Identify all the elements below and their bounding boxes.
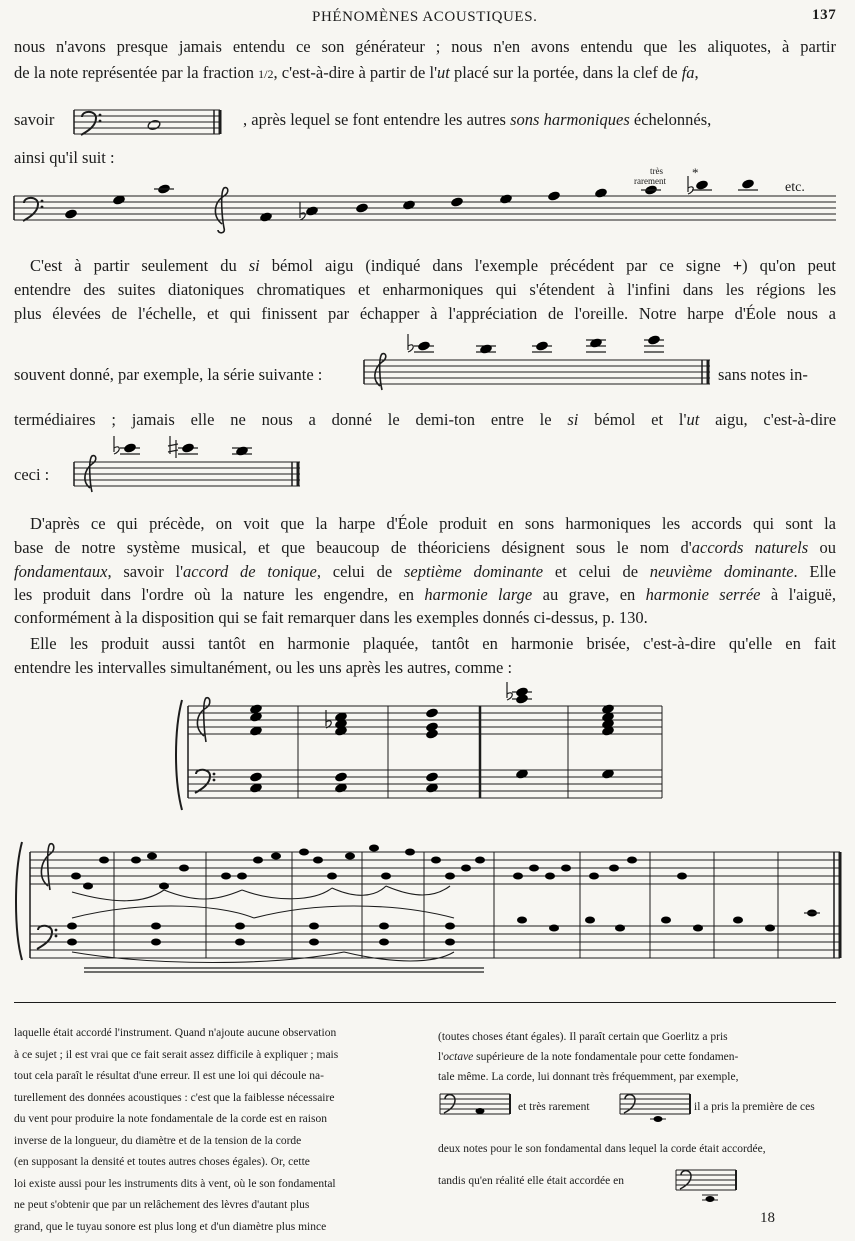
footnote-left-line: à ce sujet ; il est vrai que ce fait serait assez difficile à expliquer ; mais [14, 1048, 339, 1061]
footnote-left-line: loi existe aussi pour les instruments dits à vent, où le son fondamental [14, 1177, 336, 1190]
para1-line3-savoir: savoir [14, 110, 55, 129]
inline-staff-serie [364, 356, 714, 392]
footnote-right-line2: l'octave supérieure de la note fondamentale pour cette fondamen- [438, 1051, 739, 1063]
para3-line4: les produit dans l'ordre où la nature les engendre, en harmonie large au grave, en harmonie serrée à l'aiguë, [14, 585, 836, 604]
chord-example-system-2 [14, 832, 842, 978]
para4-line2: entendre les intervalles simultanément, ou les uns après les autres, comme : [14, 658, 513, 677]
para2-line1: C'est à partir seulement du si bémol aigu (indiqué dans l'exemple précédent par ce signe +) qu'on peut [30, 256, 836, 275]
para3-line3: fondamentaux, savoir l'accord de tonique, celui de septième dominante et celui de neuvième dominante. Elle [14, 562, 837, 581]
footnote-staff-3 [676, 1168, 738, 1202]
para2-line5: termédiaires ; jamais elle ne nous a donné le demi-ton entre le si bémol et l'ut aigu, c'est-à-dire [14, 410, 837, 429]
footnote-left-line: du vent pour produire la note fondamentale de la corde est en raison [14, 1113, 327, 1125]
footnote-right-line1: (toutes choses étant égales). Il paraît certain que Goerlitz a pris [438, 1031, 728, 1043]
footnote-right-line4b: il a pris la première de ces [694, 1101, 815, 1113]
footnote-left-line: turellement des données acoustiques : c'est que la faiblesse nécessaire [14, 1091, 335, 1104]
para1-line4: ainsi qu'il suit : [14, 148, 115, 167]
para2-line6: ceci : [14, 465, 50, 484]
chord-example-system-1 [176, 690, 666, 820]
footnote-left-line: tout cela paraît le résultat d'une erreur. Il est une loi qui découle na- [14, 1070, 324, 1082]
para2-line4-left: souvent donné, par exemple, la série suivante : [14, 365, 323, 384]
para3-line5: conformément à la disposition qui se fait remarquer dans les exemples donnés ci-dessus, p. 130. [14, 608, 648, 627]
etc-label: etc. [785, 180, 805, 195]
para1-line1: nous n'avons presque jamais entendu ce son générateur ; nous n'en avons entendu que les aliquotes, à partir [14, 37, 836, 56]
para1-line3-rest: , après lequel se font entendre les autres sons harmoniques échelonnés, [243, 110, 712, 129]
inline-staff-ceci [74, 458, 304, 494]
footnote-right-line4a: et très rarement [518, 1101, 590, 1113]
footnote-right-line6: tandis qu'en réalité elle était accordée en [438, 1175, 624, 1187]
para2-line3: plus élevées de l'échelle, et qui finissent par échapper à l'appréciation de l'oreille. Notre harpe d'Éole nous a [14, 304, 836, 323]
footnote-left-line: ne peut s'obtenir que par un relâchement des lèvres d'autant plus [14, 1199, 310, 1211]
footnote-left-line: laquelle était accordé l'instrument. Quand n'ajoute aucune observation [14, 1027, 337, 1039]
footnote-staff-2 [620, 1092, 692, 1122]
asterisk-mark: * [692, 165, 699, 180]
para2-line4-right: sans notes in- [718, 365, 808, 384]
para3-line2: base de notre système musical, et que beaucoup de théoriciens désignent sous le nom d'accords naturels ou [14, 538, 837, 557]
annotation-tres: très [650, 166, 663, 176]
para4-line1: Elle les produit aussi tantôt en harmonie plaquée, tantôt en harmonie brisée, c'est-à-dire qu'elle en fait [30, 634, 836, 653]
para1-line2: de la note représentée par la fraction 1/2, c'est-à-dire à partir de l'ut placé sur la portée, dans la clef de fa, [14, 63, 699, 82]
footnote-right-line3: tale même. La corde, lui donnant très fréquemment, par exemple, [438, 1071, 739, 1083]
footnote-staff-1 [440, 1092, 512, 1118]
footnote-left-line: inverse de la longueur, du diamètre et de la tension de la corde [14, 1134, 302, 1147]
annotation-rarement: rarement [634, 176, 666, 186]
harmonic-series-staff [14, 188, 839, 236]
footnote-left-column [14, 1026, 338, 1241]
footnote-left-line: (en supposant la densité et toutes autres choses égales). Or, cette [14, 1156, 310, 1168]
inline-staff-savoir [74, 108, 226, 140]
signature-mark: 18 [760, 1210, 775, 1226]
page-number: 137 [812, 7, 837, 23]
para2-line2: entendre des suites diatoniques chromatiques et enharmoniques qui s'étendent à l'infini dans les régions les [14, 280, 836, 299]
footnote-left-line: grand, que le tuyau sonore est plus long et d'un diamètre plus mince [14, 1220, 327, 1233]
running-header: PHÉNOMÈNES ACOUSTIQUES. [312, 9, 538, 25]
para3-line1: D'après ce qui précède, on voit que la harpe d'Éole produit en sons harmoniques les accords qui sont la [30, 514, 836, 533]
footnote-rule [14, 1002, 836, 1003]
footnote-right-line5: deux notes pour le son fondamental dans lequel la corde était accordée, [438, 1143, 766, 1155]
